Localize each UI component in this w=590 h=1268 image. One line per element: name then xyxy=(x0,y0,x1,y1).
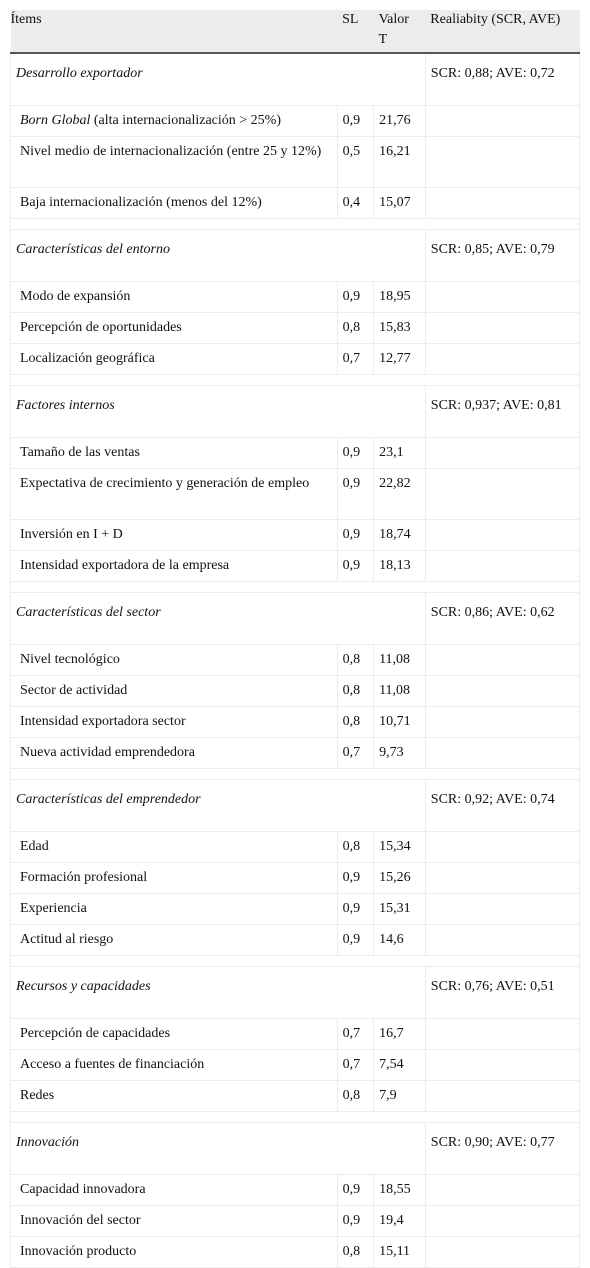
item-sl: 0,9 xyxy=(337,469,374,520)
item-sl: 0,8 xyxy=(337,1081,374,1112)
spacer-cell xyxy=(11,769,580,780)
item-sl: 0,9 xyxy=(337,1175,374,1206)
item-reliability-empty xyxy=(425,863,579,894)
group-row xyxy=(11,593,580,645)
group-name: Características del sector xyxy=(11,593,426,645)
item-valor-t: 16,21 xyxy=(374,137,426,188)
item-reliability-empty xyxy=(425,1081,579,1112)
table-row xyxy=(11,1237,580,1268)
group-row xyxy=(11,230,580,282)
header-reliability: Realiabity (SCR, AVE) xyxy=(425,10,579,53)
item-sl: 0,7 xyxy=(337,738,374,769)
item-name: Innovación producto xyxy=(11,1237,338,1268)
item-reliability-empty xyxy=(425,438,579,469)
table-row xyxy=(11,707,580,738)
group-spacer xyxy=(11,1112,580,1123)
item-reliability-empty xyxy=(425,1237,579,1268)
item-sl: 0,8 xyxy=(337,645,374,676)
item-valor-t: 18,13 xyxy=(374,551,426,582)
item-reliability-empty xyxy=(425,551,579,582)
item-reliability-empty xyxy=(425,313,579,344)
item-name: Formación profesional xyxy=(11,863,338,894)
item-name: Nueva actividad emprendedora xyxy=(11,738,338,769)
item-sl: 0,9 xyxy=(337,1206,374,1237)
item-reliability-empty xyxy=(425,106,579,137)
item-name: Acceso a fuentes de financiación xyxy=(11,1050,338,1081)
item-name: Intensidad exportadora de la empresa xyxy=(11,551,338,582)
item-reliability-empty xyxy=(425,1175,579,1206)
item-name: Capacidad innovadora xyxy=(11,1175,338,1206)
table-row xyxy=(11,188,580,219)
spacer-cell xyxy=(11,956,580,967)
item-reliability-empty xyxy=(425,469,579,520)
item-valor-t: 15,26 xyxy=(374,863,426,894)
group-reliability: SCR: 0,92; AVE: 0,74 xyxy=(425,780,579,832)
group-name: Características del emprendedor xyxy=(11,780,426,832)
item-name-rest: (alta internacionalización > 25%) xyxy=(90,113,281,128)
table-row xyxy=(11,925,580,956)
item-sl: 0,9 xyxy=(337,438,374,469)
table-row xyxy=(11,645,580,676)
item-name: Expectativa de crecimiento y generación de empleo xyxy=(11,469,338,520)
table-row xyxy=(11,106,580,137)
item-name: Modo de expansión xyxy=(11,282,338,313)
group-name: Recursos y capacidades xyxy=(11,967,426,1019)
group-reliability: SCR: 0,85; AVE: 0,79 xyxy=(425,230,579,282)
item-valor-t: 19,4 xyxy=(374,1206,426,1237)
item-valor-t: 12,77 xyxy=(374,344,426,375)
item-sl: 0,7 xyxy=(337,344,374,375)
table-row xyxy=(11,832,580,863)
header-sl: SL xyxy=(337,10,374,53)
table-row xyxy=(11,282,580,313)
group-reliability: SCR: 0,937; AVE: 0,81 xyxy=(425,386,579,438)
item-valor-t: 23,1 xyxy=(374,438,426,469)
table-row xyxy=(11,863,580,894)
item-reliability-empty xyxy=(425,832,579,863)
group-row xyxy=(11,780,580,832)
item-reliability-empty xyxy=(425,1206,579,1237)
item-sl: 0,7 xyxy=(337,1019,374,1050)
item-valor-t: 22,82 xyxy=(374,469,426,520)
reliability-table xyxy=(10,10,580,1268)
item-reliability-empty xyxy=(425,520,579,551)
item-name: Experiencia xyxy=(11,894,338,925)
item-sl: 0,4 xyxy=(337,188,374,219)
item-name: Percepción de capacidades xyxy=(11,1019,338,1050)
item-reliability-empty xyxy=(425,344,579,375)
table-row xyxy=(11,1206,580,1237)
item-valor-t: 11,08 xyxy=(374,676,426,707)
group-spacer xyxy=(11,219,580,230)
item-valor-t: 15,11 xyxy=(374,1237,426,1268)
item-sl: 0,8 xyxy=(337,832,374,863)
table-row xyxy=(11,1019,580,1050)
item-valor-t: 15,07 xyxy=(374,188,426,219)
item-name: Percepción de oportunidades xyxy=(11,313,338,344)
group-name: Desarrollo exportador xyxy=(11,53,426,106)
group-row xyxy=(11,1123,580,1175)
item-reliability-empty xyxy=(425,707,579,738)
table-row xyxy=(11,344,580,375)
item-name: Tamaño de las ventas xyxy=(11,438,338,469)
item-sl: 0,8 xyxy=(337,676,374,707)
item-name xyxy=(11,106,338,137)
item-sl: 0,8 xyxy=(337,707,374,738)
item-name: Sector de actividad xyxy=(11,676,338,707)
item-sl: 0,9 xyxy=(337,894,374,925)
spacer-cell xyxy=(11,1112,580,1123)
table-row xyxy=(11,1175,580,1206)
table-row xyxy=(11,520,580,551)
item-valor-t: 21,76 xyxy=(374,106,426,137)
item-sl: 0,8 xyxy=(337,1237,374,1268)
item-name: Localización geográfica xyxy=(11,344,338,375)
item-valor-t: 18,95 xyxy=(374,282,426,313)
item-reliability-empty xyxy=(425,645,579,676)
table-row xyxy=(11,438,580,469)
item-name: Innovación del sector xyxy=(11,1206,338,1237)
table-row xyxy=(11,1050,580,1081)
item-valor-t: 14,6 xyxy=(374,925,426,956)
table-row xyxy=(11,894,580,925)
table-row xyxy=(11,313,580,344)
table-row xyxy=(11,676,580,707)
group-reliability: SCR: 0,76; AVE: 0,51 xyxy=(425,967,579,1019)
item-sl: 0,9 xyxy=(337,863,374,894)
item-valor-t: 15,31 xyxy=(374,894,426,925)
item-valor-t: 15,83 xyxy=(374,313,426,344)
spacer-cell xyxy=(11,582,580,593)
item-sl: 0,9 xyxy=(337,520,374,551)
group-spacer xyxy=(11,375,580,386)
item-valor-t: 16,7 xyxy=(374,1019,426,1050)
item-valor-t: 18,74 xyxy=(374,520,426,551)
item-reliability-empty xyxy=(425,137,579,188)
spacer-cell xyxy=(11,375,580,386)
item-sl: 0,8 xyxy=(337,313,374,344)
item-name: Nivel medio de internacionalización (entre 25 y 12%) xyxy=(11,137,338,188)
group-name: Características del entorno xyxy=(11,230,426,282)
group-row xyxy=(11,967,580,1019)
item-name: Inversión en I + D xyxy=(11,520,338,551)
group-spacer xyxy=(11,769,580,780)
header-items: Ítems xyxy=(11,10,338,53)
item-sl: 0,9 xyxy=(337,925,374,956)
item-sl: 0,7 xyxy=(337,1050,374,1081)
table-row xyxy=(11,551,580,582)
item-name: Nivel tecnológico xyxy=(11,645,338,676)
item-sl: 0,5 xyxy=(337,137,374,188)
item-reliability-empty xyxy=(425,925,579,956)
item-valor-t: 15,34 xyxy=(374,832,426,863)
table-row xyxy=(11,469,580,520)
group-spacer xyxy=(11,582,580,593)
group-name: Factores internos xyxy=(11,386,426,438)
group-reliability: SCR: 0,86; AVE: 0,62 xyxy=(425,593,579,645)
item-valor-t: 7,9 xyxy=(374,1081,426,1112)
item-reliability-empty xyxy=(425,894,579,925)
table-row xyxy=(11,1081,580,1112)
item-sl: 0,9 xyxy=(337,282,374,313)
spacer-cell xyxy=(11,219,580,230)
item-valor-t: 18,55 xyxy=(374,1175,426,1206)
item-valor-t: 9,73 xyxy=(374,738,426,769)
header-row xyxy=(11,10,580,53)
item-reliability-empty xyxy=(425,738,579,769)
item-name: Intensidad exportadora sector xyxy=(11,707,338,738)
item-valor-t: 10,71 xyxy=(374,707,426,738)
item-reliability-empty xyxy=(425,188,579,219)
item-name: Redes xyxy=(11,1081,338,1112)
item-reliability-empty xyxy=(425,282,579,313)
group-reliability: SCR: 0,90; AVE: 0,77 xyxy=(425,1123,579,1175)
item-name-emphasis: Born Global xyxy=(20,113,91,128)
table-row xyxy=(11,137,580,188)
group-row xyxy=(11,53,580,106)
table-body xyxy=(11,53,580,1268)
table-row xyxy=(11,738,580,769)
item-sl: 0,9 xyxy=(337,551,374,582)
group-name: Innovación xyxy=(11,1123,426,1175)
item-sl: 0,9 xyxy=(337,106,374,137)
header-valor-t: Valor T xyxy=(374,10,426,53)
item-reliability-empty xyxy=(425,1019,579,1050)
item-name: Edad xyxy=(11,832,338,863)
item-reliability-empty xyxy=(425,676,579,707)
item-reliability-empty xyxy=(425,1050,579,1081)
group-row xyxy=(11,386,580,438)
item-valor-t: 7,54 xyxy=(374,1050,426,1081)
item-name: Baja internacionalización (menos del 12%) xyxy=(11,188,338,219)
item-valor-t: 11,08 xyxy=(374,645,426,676)
group-reliability: SCR: 0,88; AVE: 0,72 xyxy=(425,53,579,106)
group-spacer xyxy=(11,956,580,967)
item-name: Actitud al riesgo xyxy=(11,925,338,956)
